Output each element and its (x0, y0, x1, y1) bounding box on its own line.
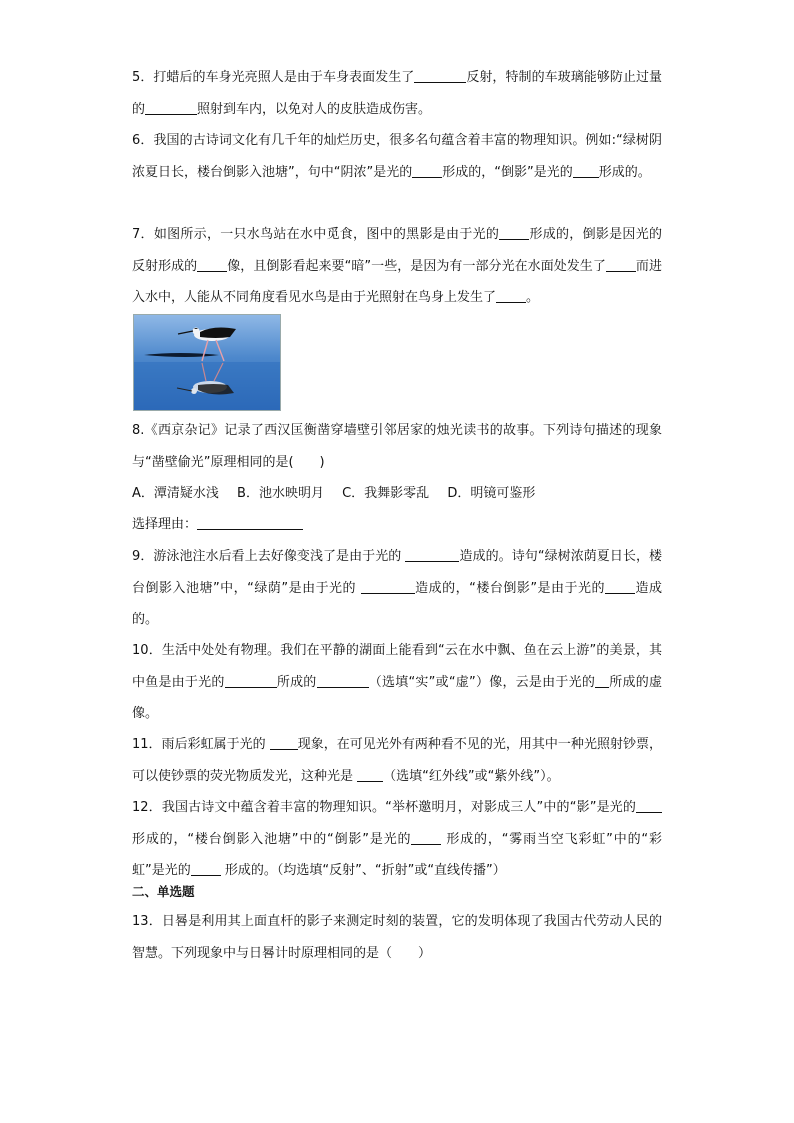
answer-blank[interactable] (414, 68, 466, 83)
question-7: 7．如图所示，一只水鸟站在水中觅食，图中的黑影是由于光的 形成的，倒影是因光的反射形成的 像，且倒影看起来要“暗”一些，是因为有一部分光在水面处发生了 而进入水中，人能从不同角度看见水鸟是由于光照射在鸟身上发生了 。 (132, 227, 662, 305)
answer-blank[interactable] (605, 579, 635, 594)
answer-blank[interactable] (225, 673, 277, 688)
answer-blank[interactable] (606, 257, 636, 272)
question-9: 9．游泳池注水后看上去好像变浅了是由于光的 造成的。诗句“绿树浓荫夏日长，楼台倒影入池塘”中，“绿荫”是由于光的 造成的，“楼台倒影”是由于光的 造成的。 (132, 549, 662, 627)
answer-blank[interactable] (573, 163, 599, 178)
answer-blank[interactable] (595, 673, 609, 688)
answer-blank[interactable] (411, 830, 441, 845)
answer-blank[interactable] (405, 547, 459, 562)
question-12: 12．我国古诗文中蕴含着丰富的物理知识。“举杯邀明月，对影成三人”中的“影”是光的形成的，“楼台倒影入池塘”中的“倒影”是光的 形成的，“雾雨当空飞彩虹”中的“彩虹”是光的 形成的。（均选填“反射”、“折射”或“直线传播”） (132, 800, 662, 878)
question-5: 5．打蜡后的车身光亮照人是由于车身表面发生了 反射，特制的车玻璃能够防止过量的 照射到车内，以免对人的皮肤造成伤害。 (132, 70, 662, 117)
answer-blank[interactable] (499, 225, 529, 240)
section-heading-single-choice: 二、单选题 (132, 884, 195, 899)
answer-blank[interactable] (317, 673, 369, 688)
question-8: 8.《西京杂记》记录了西汉匡衡凿穿墙壁引邻居家的烛光读书的故事。下列诗句描述的现象与“凿壁偷光”原理相同的是( ) (132, 423, 662, 470)
option-c[interactable]: C．我舞影零乱 (342, 486, 430, 501)
wading-bird-photo (133, 314, 281, 411)
answer-blank[interactable] (496, 288, 526, 303)
answer-blank[interactable] (145, 100, 197, 115)
answer-blank[interactable] (191, 861, 221, 876)
reason-blank[interactable] (197, 515, 303, 530)
question-10: 10．生活中处处有物理。我们在平静的湖面上能看到“云在水中飘、鱼在云上游”的美景，其中鱼是由于光的 所成的 （选填“实”或“虚”）像，云是由于光的 所成的虚像。 (132, 643, 662, 721)
bird-reflection-image (134, 315, 280, 410)
question-6: 6．我国的古诗词文化有几千年的灿烂历史，很多名句蕴含着丰富的物理知识。例如:“绿树阴浓夏日长，楼台倒影入池塘”，句中“阴浓”是光的 形成的，“倒影”是光的 形成的。 (132, 133, 662, 180)
question-13: 13．日晷是利用其上面直杆的影子来测定时刻的装置，它的发明体现了我国古代劳动人民的智慧。下列现象中与日晷计时原理相同的是（ ） (132, 914, 662, 961)
answer-blank[interactable] (361, 579, 415, 594)
question-11: 11．雨后彩虹属于光的 现象，在可见光外有两种看不见的光，用其中一种光照射钞票，可以使钞票的荧光物质发光，这种光是 （选填“红外线”或“紫外线”）。 (132, 737, 662, 784)
answer-blank[interactable] (412, 163, 442, 178)
answer-blank[interactable] (270, 735, 298, 750)
answer-blank[interactable] (357, 767, 383, 782)
answer-blank[interactable] (197, 257, 227, 272)
option-b[interactable]: B．池水映明月 (237, 486, 324, 501)
answer-blank[interactable] (636, 798, 662, 813)
question-8-options (132, 478, 662, 510)
option-d[interactable]: D．明镜可鉴形 (447, 486, 536, 501)
question-8-reason: 选择理由： (132, 509, 662, 541)
option-a[interactable]: A．潭清疑水浅 (132, 486, 219, 501)
